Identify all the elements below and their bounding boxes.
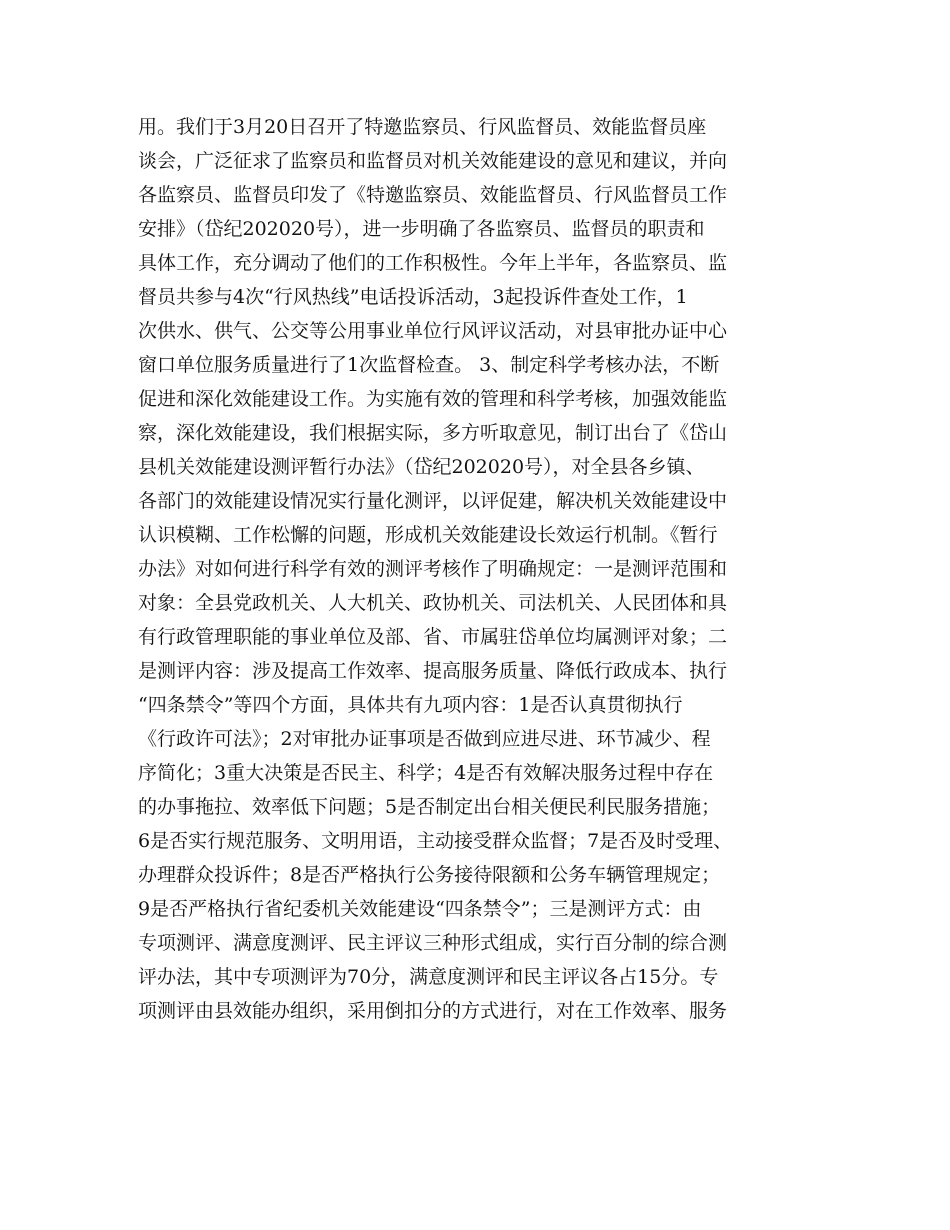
text-line: 办理群众投诉件；8是否严格执行公务接待限额和公务车辆管理规定； — [138, 864, 721, 886]
text-line: 具体工作，充分调动了他们的工作积极性。今年上半年，各监察员、监 — [138, 252, 728, 274]
text-line: 专项测评、满意度测评、民主评议三种形式组成，实行百分制的综合测 — [138, 932, 728, 954]
text-line: 促进和深化效能建设工作。为实施有效的管理和科学考核，加强效能监 — [138, 388, 728, 410]
text-line: 办法》对如何进行科学有效的测评考核作了明确规定：一是测评范围和 — [138, 558, 728, 580]
text-line: 督员共参与4次“行风热线”电话投诉活动，3起投诉件查处工作，1 — [138, 286, 688, 308]
text-line: 各监察员、监督员印发了《特邀监察员、效能监督员、行风监督员工作 — [138, 184, 728, 206]
text-line: 察，深化效能建设，我们根据实际，多方听取意见，制订出台了《岱山 — [138, 422, 728, 444]
text-line: “四条禁令”等四个方面，具体共有九项内容：1是否认真贯彻执行 — [138, 694, 683, 716]
text-line: 的办事拖拉、效率低下问题；5是否制定出台相关便民利民服务措施； — [138, 796, 721, 818]
text-line: 是测评内容：涉及提高工作效率、提高服务质量、降低行政成本、执行 — [138, 660, 728, 682]
text-line: 9是否严格执行省纪委机关效能建设“四条禁令”；三是测评方式：由 — [138, 898, 702, 920]
text-line: 谈会，广泛征求了监察员和监督员对机关效能建设的意见和建议，并向 — [138, 150, 728, 172]
text-line: 序简化；3重大决策是否民主、科学；4是否有效解决服务过程中存在 — [138, 762, 714, 784]
text-line: 用。我们于3月20日召开了特邀监察员、行风监督员、效能监督员座 — [138, 116, 707, 138]
text-line: 6是否实行规范服务、文明用语，主动接受群众监督；7是否及时受理、 — [138, 830, 733, 852]
text-line: 窗口单位服务质量进行了1次监督检查。 3、制定科学考核办法，不断 — [138, 354, 720, 376]
text-line: 次供水、供气、公交等公用事业单位行风评议活动，对县审批办证中心 — [138, 320, 728, 342]
text-line: 认识模糊、工作松懈的问题，形成机关效能建设长效运行机制。《暂行 — [138, 524, 718, 546]
text-line: 各部门的效能建设情况实行量化测评，以评促建，解决机关效能建设中 — [138, 490, 728, 512]
text-line: 安排》（岱纪202020号），进一步明确了各监察员、监督员的职责和 — [138, 218, 705, 240]
text-line: 评办法，其中专项测评为70分，满意度测评和民主评议各占15分。专 — [138, 966, 719, 988]
text-line: 县机关效能建设测评暂行办法》（岱纪202020号），对全县各乡镇、 — [138, 456, 705, 478]
body-text — [138, 110, 828, 1028]
text-line: 对象：全县党政机关、人大机关、政协机关、司法机关、人民团体和具 — [138, 592, 728, 614]
text-line: 有行政管理职能的事业单位及部、省、市属驻岱单位均属测评对象；二 — [138, 626, 728, 648]
text-line: 《行政许可法》；2对审批办证事项是否做到应进尽进、环节减少、程 — [138, 728, 711, 750]
text-line: 项测评由县效能办组织，采用倒扣分的方式进行，对在工作效率、服务 — [138, 1000, 728, 1022]
